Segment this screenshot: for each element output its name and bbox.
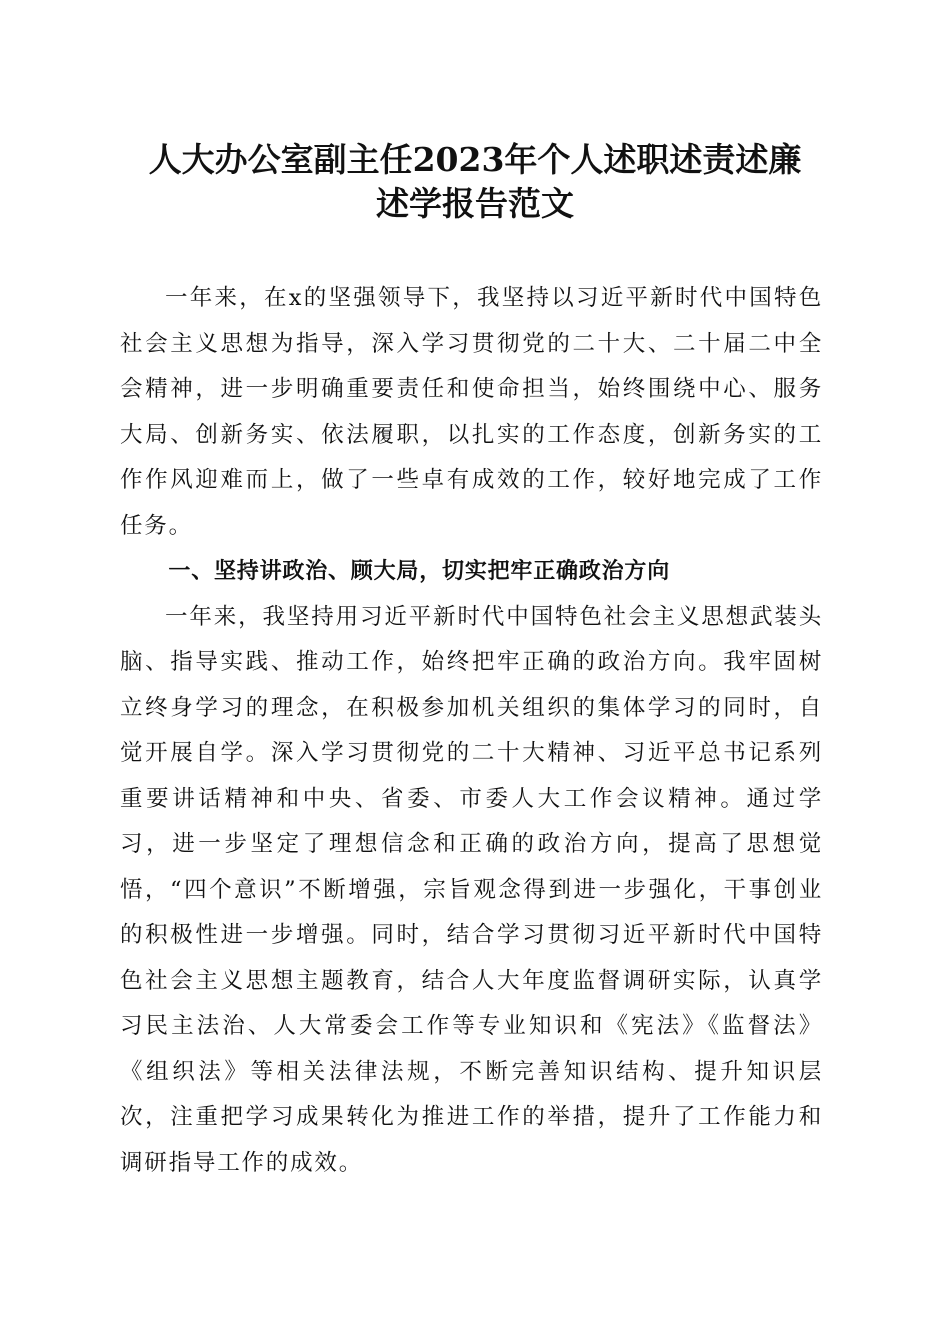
document-title (110, 138, 840, 226)
intro-paragraph: 一年来，在x的坚强领导下，我坚持以习近平新时代中国特色社会主义思想为指导，深入学习贯彻党的二十大、二十届二中全会精神，进一步明确重要责任和使命担当，始终围绕中心、服务大局、创新务实、依法履职，以扎实的工作态度，创新务实的工作作风迎难而上，做了一些卓有成效的工作，较好地完成了工作任务。 (120, 285, 823, 539)
title-line-2: 述学报告范文 (376, 184, 574, 223)
section-1-heading: 一、坚持讲政治、顾大局，切实把牢正确政治方向 (168, 559, 670, 584)
document-body (120, 276, 823, 1186)
title-line-1: 人大办公室副主任2023年个人述职述责述廉 (148, 140, 802, 179)
section-1-paragraph: 一年来，我坚持用习近平新时代中国特色社会主义思想武装头脑、指导实践、推动工作，始终把牢正确的政治方向。我牢固树立终身学习的理念，在积极参加机关组织的集体学习的同时，自觉开展自学。深入学习贯彻党的二十大精神、习近平总书记系列重要讲话精神和中央、省委、市委人大工作会议精神。通过学习，进一步坚定了理想信念和正确的政治方向，提高了思想觉悟，“四个意识”不断增强，宗旨观念得到进一步强化，干事创业的积极性进一步增强。同时，结合学习贯彻习近平新时代中国特色社会主义思想主题教育，结合人大年度监督调研实际，认真学习民主法治、人大常委会工作等专业知识和《宪法》《监督法》《组织法》等相关法律法规，不断完善知识结构、提升知识层次，注重把学习成果转化为推进工作的举措，提升了工作能力和调研指导工作的成效。 (120, 603, 823, 1176)
